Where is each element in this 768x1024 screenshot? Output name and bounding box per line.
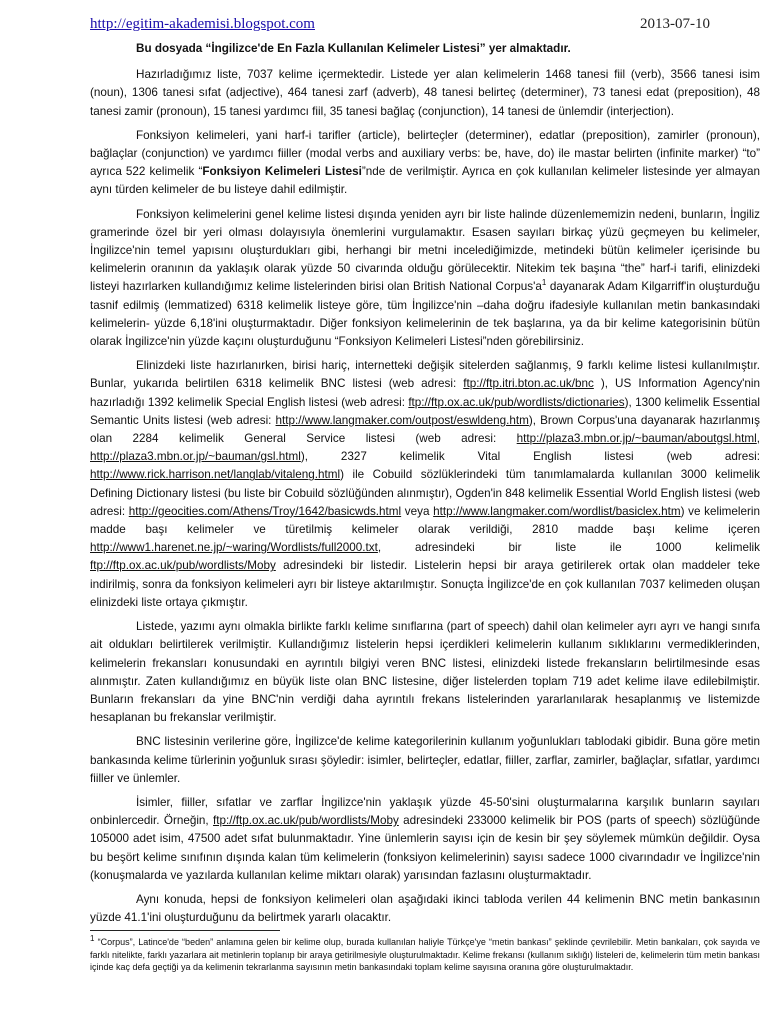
text-segment: adresindeki 233000 kelimelik bir POS (parts of speech) sözlüğünde 105000 adet isim, 47500 adet sıfat bulunmaktadır. Yine ünlemlerin sayısı için de kesin bir şey söylemek mümkün değildir. Oysa bu beşört kelime sınıfının dışında kalan tüm kelimelerin (fonksiyon kelimelerinin) sayısı sadece 1000 civarındadır ve İngilizce'nin (konuşmalarda ve yazılarda kullanılan kelime miktarı olarak) yarısından fazlasını oluşturmaktadır. <box>90 814 761 882</box>
text-segment: ) ve kelimelerin madde başı kelimeler ve türetilmiş kelimeler olarak verildiği, 2810 madde başı kelime içeren <box>90 504 760 537</box>
footnote-separator <box>90 930 280 931</box>
footnote-marker: 1 <box>90 934 95 943</box>
paragraph-part-of-speech: Listede, yazımı aynı olmakla birlikte farklı kelime sınıflarına (part of speech) dahil olan kelimeler ayrı ayrı ve hangi sınıfa ait oldukları belirtilerek verilmiştir. Kullandığımız listelerin hepsi içerdikleri kelimelerin kullanım sıklıklarını vermediklerinden, kelimelerin frekansları konusundaki en ayrıntılı bilgiyi veren BNC listesi, elinizdeki listede frekansların belirtilmesinde esas alınmıştır. Zaten kullandığımız en büyük liste olan BNC listesine, diğer listelerden toplam 719 adet kelime ilave edilebilmiştir. Bunların frekansları da yine BNC'nin verdiği daha ayrıntılı frekans listelerinden yararlanılarak hesaplanmış ve listemizde hesaplanan bu frekanslar verilmiştir. <box>90 620 760 725</box>
essential-semantic-units-link[interactable]: http://www.langmaker.com/outpost/eswldeng.htm <box>275 413 529 427</box>
text-segment: ”nde de verilmiştir. Ayrıca en çok kullanılan kelimeler listesinde yer almayan aynı türden kelimeler de bu listeye dahil edilmiştir. <box>90 165 760 197</box>
text-segment: veya <box>401 504 434 518</box>
text-segment: ), Brown Corpus'una dayanarak hazırlanmış olan 2284 kelimelik General Service listesi (web adresi: <box>90 413 760 446</box>
text-segment: ), US Information Agency'nin hazırladığı 1392 kelimelik Special English listesi (web adresi: <box>90 377 761 409</box>
moby-link[interactable]: ftp://ftp.ox.ac.uk/pub/wordlists/Moby <box>90 559 276 573</box>
header-date: 2013-07-10 <box>640 16 710 32</box>
paragraph-bnc-categories: BNC listesinin verilerine göre, İngilizce'de kelime kategorilerinin kullanım yoğunlukları tablodaki gibidir. Buna göre metin bankasında kelime türlerinin yoğunluk sırası şöyledir: isimler, belirteçler, edatlar, fiiller, zarflar, zamirler, bağlaçlar, sıfatlar, yardımcı fiiller ve ünlemler. <box>90 735 760 785</box>
paragraph-word-counts: Hazırladığımız liste, 7037 kelime içermektedir. Listede yer alan kelimelerin 1468 tanesi fiil (verb), 3566 tanesi isim (noun), 1306 tanesi sıfat (adjective), 464 tanesi zarf (adverb), 48 tanesi belirteç (determiner), 73 tanesi edat (preposition), 48 tanesi zamir (pronoun), 15 tanesi yardımcı fiil, 35 tanesi bağlaç (conjunction), 14 tanesi de ünlemdir (interjection). <box>90 68 760 118</box>
paragraph-content-words <box>90 794 760 885</box>
text-segment: ) ile Cobuild sözlüklerindeki tüm tanımlamalarda kullanılan 3000 kelimelik Defining Dictionary listesi (bu liste bir Cobuild sözlüğünden alınmıştır), Ogden'in 848 kelimelik Essential World English listesi (web adresi: <box>90 468 760 518</box>
footnote-reference[interactable]: 1 <box>541 278 547 288</box>
moby-pos-link[interactable]: ftp://ftp.ox.ac.uk/pub/wordlists/Moby <box>213 814 399 828</box>
text-segment: ), 2327 kelimelik Vital English listesi (web adresi: <box>300 450 760 464</box>
bnc-ftp-link[interactable]: ftp://ftp.itri.bton.ac.uk/bnc <box>463 377 594 391</box>
text-segment: , adresindeki bir liste ile 1000 kelimelik <box>377 541 760 555</box>
text-segment: ), 1300 kelimelik Essential Semantic Units listesi (web adresi: <box>90 395 760 427</box>
paragraph-function-words-reason <box>90 206 760 352</box>
text-segment: İsimler, fiiller, sıfatlar ve zarflar İngilizce'nin yaklaşık yüzde 45-50'sini oluşturmalarına karşılık bunların sayıları onbinlercedir. Örneğin, <box>90 795 760 828</box>
header-blog-link[interactable]: http://egitim-akademisi.blogspot.com <box>90 16 315 32</box>
text-segment: Fonksiyon kelimeleri, yani harf-i tarifler (article), belirteçler (determiner), edatlar (preposition), zamirler (pronoun), bağlaçlar (conjunction) ve yardımcı fiiller (modal verbs and auxiliary verbs: be, have, do) ile mastar belirten (infinite marker) “to” ayrıca 522 kelimelik “ <box>90 128 760 179</box>
text-segment: Fonksiyon kelimelerini genel kelime listesi dışında yeniden ayrı bir liste halinde düzenlememizin nedeni, bunların, İngiliz gramerinde özel bir yeri olması dolayısıyla önemlerini vurgulamaktır. Esasen sayıları birkaç yüzü geçmeyen bu kelimeler, İngilizce'nin temel yapısını oluşturdukları gibi, herhangi bir metni incelediğimizde, metindeki bütün kelimeler içerisinde bu kelimelerin oranının da yaklaşık olarak yüzde 50 civarında olduğu görülecektir. Nitekim tek başına “the” harf-i tarifi, elinizdeki listeyi hazırlarken kullandığımız kelime listelerinden birisi olan British National Corpus'a <box>90 207 760 294</box>
intro-paragraph: Bu dosyada “İngilizce'de En Fazla Kullanılan Kelimeler Listesi” yer almaktadır. <box>136 42 571 55</box>
text-segment: adresindeki bir listedir. Listelerin hepsi bir araya getirilerek ortak olan maddeler teke indirilmiş, sonra da fonksiyon kelimeleri ayrı bir listeye aktarılmıştır. Sonuçta İngilizce'de en çok kullanılan 7037 kelimeden oluşan elinizdeki liste ortaya çıkmıştır. <box>90 559 760 609</box>
function-words-list-title: Fonksiyon Kelimeleri Listesi <box>202 165 362 179</box>
paragraph-function-words <box>90 127 760 200</box>
text-segment: Elinizdeki liste hazırlanırken, birisi hariç, internetteki değişik sitelerden sağlanmış, 9 farklı kelime listesi kullanılmıştır. Bunlar, yukarıda belirtilen 6318 kelimelik BNC listesi (web adresi: <box>90 359 760 391</box>
footnote <box>90 936 760 974</box>
paragraph-44-words: Aynı konuda, hepsi de fonksiyon kelimeleri olan aşağıdaki ikinci tabloda verilen 44 kelimenin BNC metin bankasının yüzde 41.1'ini oluşturduğunu da belirtmek yararlı olacaktır. <box>90 892 760 925</box>
gsl-about-link[interactable]: http://plaza3.mbn.or.jp/~bauman/aboutgsl.html <box>516 432 757 446</box>
paragraph-sources <box>90 357 760 612</box>
document-body <box>90 40 760 933</box>
gsl-link[interactable]: http://plaza3.mbn.or.jp/~bauman/gsl.html <box>90 450 301 464</box>
full2000-link[interactable]: http://www1.harenet.ne.jp/~waring/Wordlists/full2000.txt <box>90 541 378 555</box>
basiclex-link[interactable]: http://www.langmaker.com/wordlist/basiclex.htm <box>433 504 681 518</box>
vital-english-link[interactable]: http://www.rick.harrison.net/langlab/vitaleng.html <box>90 468 341 482</box>
special-english-link[interactable]: ftp://ftp.ox.ac.uk/pub/wordlists/dictionaries <box>408 395 625 409</box>
footnote-text: “Corpus”, Latince'de “beden” anlamına gelen bir kelime olup, burada kullanılan haliyle Türkçe'ye “metin bankası” şeklinde çevrilebilir. Metin bankaları, çok sayıda ve farklı nitelikte, farklı yazarlara ait metinlerin toplanıp bir araya getirilmesiyle oluşturulmaktadır. Kelime frekansı (kullanım sıklığı) listeleri de, kelimelerin tüm metin bankası içinde kaç defa geçtiği ya da kelimenin tekrarlanma sayısının metin bankasındaki toplam kelime sayısına oranına göre oluşturulmaktadır. <box>90 937 760 972</box>
text-segment: dayanarak Adam Kilgarriff'in oluşturduğu tasnif edilmiş (lemmatized) 6318 kelimelik listeye göre, tüm İngilizce'nin –daha doğru ifadesiyle kullanılan metin bankasındaki kelimelerin- yüzde 6,18'ini oluşturmaktadır. Diğer fonksiyon kelimelerinin de tek başlarına, ya da bir kelime kategorisinin bütün olarak İngilizce'nin yüzde kaçını oluşturduğunu “Fonksiyon Kelimeleri Listesi”nden görebilirsiniz. <box>90 280 761 349</box>
text-segment: , <box>756 432 760 446</box>
basic-words-link[interactable]: http://geocities.com/Athens/Troy/1642/basicwds.html <box>128 504 402 518</box>
